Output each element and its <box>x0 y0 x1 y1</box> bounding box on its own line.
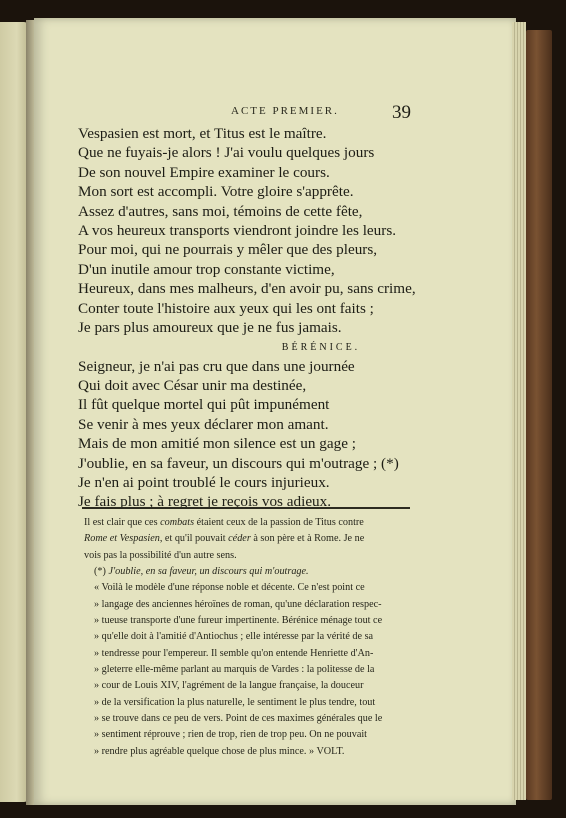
footnote-line: » tendresse pour l'empereur. Il semble qu'on entende Henriette d'An- <box>94 647 374 659</box>
verse-line: D'un inutile amour trop constante victime, <box>78 260 335 278</box>
running-head: ACTE PREMIER. <box>231 105 339 117</box>
note-text: à son père et à Rome. Je ne <box>250 533 365 545</box>
verse-block <box>78 124 508 512</box>
footnote-line: » tueuse transporte d'une fureur impertinente. Bérénice ménage tout ce <box>94 615 383 627</box>
verse-line: Se venir à mes yeux déclarer mon amant. <box>78 415 329 433</box>
verse-line: De son nouvel Empire examiner le cours. <box>78 163 330 181</box>
verse-line: Qui doit avec César unir ma destinée, <box>78 377 307 395</box>
note-text: , et qu'il pouvait <box>159 533 229 545</box>
note-text-italic: combats <box>160 517 195 528</box>
note-text: Il est clair que ces <box>84 517 161 528</box>
footnote-line: » cour de Louis XIV, l'agrément de la langue française, la douceur <box>94 680 364 692</box>
footnote-line: » sentiment réprouve ; rien de trop, rien de trop peu. On ne pouvait <box>94 729 368 741</box>
verse-line: Je pars plus amoureux que je ne fus jamais. <box>78 318 342 336</box>
footnote-line <box>84 564 414 580</box>
footnote-line: » se trouve dans ce peu de vers. Point de ces maximes générales que le <box>94 713 383 725</box>
footnote-line: » langage des anciennes héroïnes de roman, qu'une déclaration respec- <box>94 598 382 610</box>
verse-line: Vespasien est mort, et Titus est le maître. <box>78 125 327 142</box>
footnote-rule <box>82 507 410 509</box>
verse-line: Je fais plus ; à regret je reçois vos adieux. <box>78 493 332 511</box>
verse-line: J'oublie, en sa faveur, un discours qui m'outrage ; (*) <box>78 454 399 472</box>
page-number: 39 <box>392 102 411 123</box>
verse-line: Assez d'autres, sans moi, témoins de cette fête, <box>78 202 363 220</box>
book-page <box>34 18 516 805</box>
footnote-line <box>84 515 414 531</box>
note-marker: (*) <box>94 566 109 578</box>
footnote-line: » de la versification la plus naturelle, le sentiment le plus tendre, tout <box>94 696 376 708</box>
footnote-line: « Voilà le modèle d'une réponse noble et décente. Ce n'est point ce <box>94 582 365 594</box>
page-header <box>34 102 516 124</box>
note-text-italic: Rome et Vespasien <box>84 533 160 545</box>
verse-line: Heureux, dans mes malheurs, d'en avoir pu, sans crime, <box>78 280 416 298</box>
note-text-italic: céder <box>228 533 251 545</box>
verse-line: Il fût quelque mortel qui pût impunément <box>78 396 330 414</box>
verse-line: Mais de mon amitié mon silence est un gage ; <box>78 435 356 453</box>
footnotes <box>84 515 414 760</box>
verse-line: Conter toute l'histoire aux yeux qui les ont faits ; <box>78 299 374 317</box>
verse-line: Que ne fuyais-je alors ! J'ai voulu quelques jours <box>78 144 375 162</box>
verse-line: Seigneur, je n'ai pas cru que dans une journée <box>78 357 355 375</box>
verse-line: Pour moi, qui ne pourrais y mêler que des pleurs, <box>78 241 378 259</box>
book-cover <box>526 30 552 800</box>
speaker-name: BÉRÉNICE. <box>281 342 361 354</box>
footnote-line: » qu'elle doit à l'amitié d'Antiochus ; elle intéresse par la vérité de sa <box>94 631 374 643</box>
verse-line: Mon sort est accompli. Votre gloire s'apprête. <box>78 183 354 201</box>
footnote-line <box>84 531 414 547</box>
page-edges <box>512 22 526 800</box>
verse-line: Je n'en ai point troublé le cours injurieux. <box>78 474 330 492</box>
footnote-line: » rendre plus agréable quelque chose de plus mince. » VOLT. <box>94 745 345 757</box>
note-text-italic: J'oublie, en sa faveur, un discours qui m'outrage. <box>108 566 309 578</box>
note-text: étaient ceux de la passion de Titus contre <box>194 517 364 528</box>
footnote-line: » gleterre elle-même parlant au marquis de Vardes : la politesse de la <box>94 664 375 676</box>
left-page-edge <box>0 22 28 802</box>
verse-line: A vos heureux transports viendront joindre les leurs. <box>78 221 397 239</box>
footnote-line: vois pas la possibilité d'un autre sens. <box>84 549 237 561</box>
